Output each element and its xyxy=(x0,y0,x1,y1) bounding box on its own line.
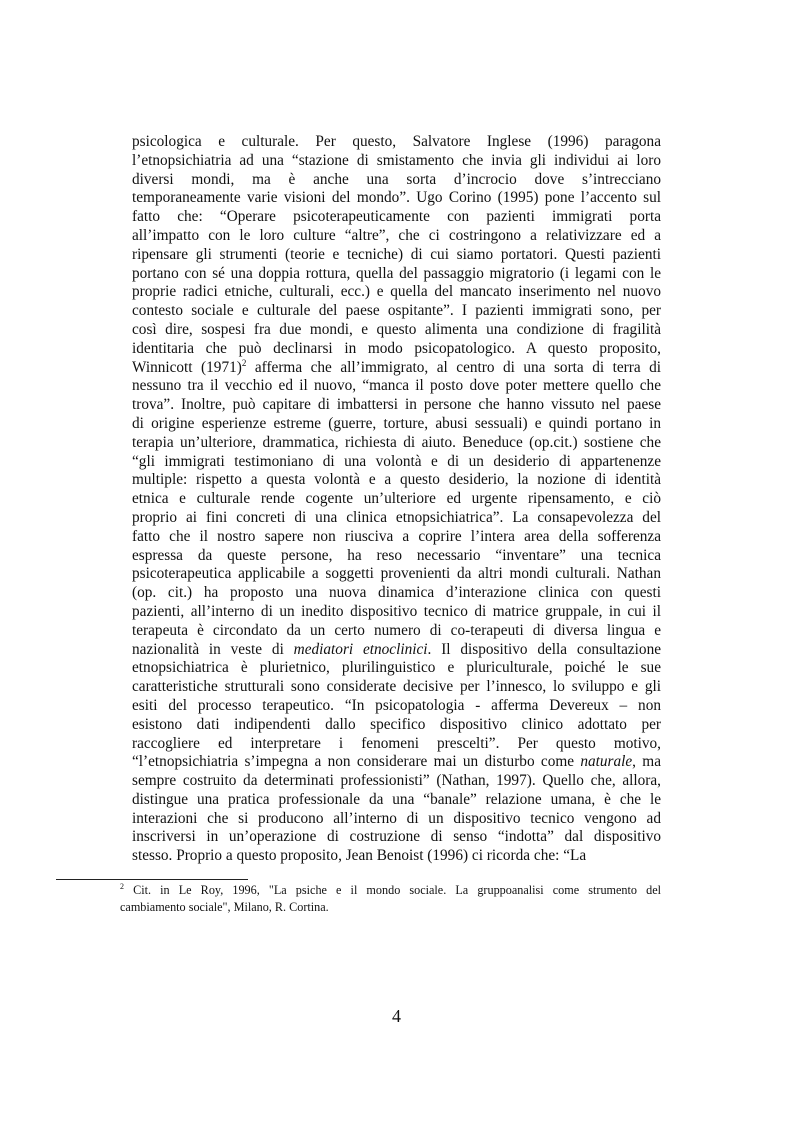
text-segment: Winnicott (1971) xyxy=(132,358,242,376)
text-line xyxy=(132,377,661,396)
text-line xyxy=(132,828,661,847)
text-line xyxy=(132,772,661,791)
text-segment: all’impatto con le loro culture “altre”, che ci costringono a relativizzare ed a xyxy=(132,226,661,244)
text-line xyxy=(132,735,661,754)
text-line xyxy=(132,716,661,735)
footnote-mark: 2 xyxy=(120,882,124,891)
footnote xyxy=(120,882,661,916)
text-segment: trova”. Inoltre, può capitare di imbattersi in persone che hanno vissuto nel paese xyxy=(132,396,661,414)
text-line xyxy=(132,321,661,340)
text-line xyxy=(132,246,661,265)
page-number: 4 xyxy=(392,1006,401,1026)
text-line xyxy=(132,152,661,171)
text-segment: proprie radici etniche, culturali, ecc.) e quella del mancato inserimento nel nuovo xyxy=(132,283,661,301)
text-segment: terapeuta è circondato da un certo numero di co-terapeuti di diversa lingua e xyxy=(132,621,661,639)
text-line xyxy=(132,528,661,547)
text-segment: caratteristiche strutturali sono considerate decisive per l’innesco, lo sviluppo e gli xyxy=(132,678,661,696)
text-segment: contesto sociale e culturale del paese ospitante”. I pazienti immigrati sono, per xyxy=(132,302,661,320)
text-line xyxy=(132,641,661,660)
text-segment: stesso. Proprio a questo proposito, Jean Benoist (1996) ci ricorda che: “La xyxy=(132,847,587,865)
text-line xyxy=(132,415,661,434)
text-line xyxy=(132,678,661,697)
text-line xyxy=(132,509,661,528)
italic-term: mediatori etnoclinici xyxy=(293,640,428,658)
text-line xyxy=(132,340,661,359)
text-segment: portano con sé una doppia rottura, quella del passaggio migratorio (i legami con le xyxy=(132,264,661,282)
text-segment: esiti del processo terapeutico. “In psicopatologia - afferma Devereux – non xyxy=(132,696,661,714)
text-line xyxy=(132,227,661,246)
text-segment: etnopsichiatrica è plurietnico, plurilinguistico e pluriculturale, poiché le sue xyxy=(132,659,661,677)
text-segment: psicoterapeutica applicabile a soggetti provenienti da altri mondi culturali. Nathan xyxy=(132,565,661,583)
text-line xyxy=(132,359,661,378)
text-segment: diversi mondi, ma è anche una sorta d’incrocio dove s’intrecciano xyxy=(132,170,661,188)
text-segment: espressa da queste persone, ha reso necessario “inventare” una tecnica xyxy=(132,546,661,564)
text-line xyxy=(132,171,661,190)
text-segment: multiple: rispetto a questa volontà e a questo desiderio, la nozione di identità xyxy=(132,471,661,489)
text-line xyxy=(132,697,661,716)
text-segment: distingue una pratica professionale da una “banale” relazione umana, è che le xyxy=(132,790,661,808)
text-segment: fatto che il nostro sapere non riusciva a coprire l’intera area della sofferenza xyxy=(132,527,661,545)
text-segment: “gli immigrati testimoniano di una volontà e di un desiderio di appartenenze xyxy=(132,452,661,470)
text-line xyxy=(132,753,661,772)
text-segment: pazienti, all’interno di un inedito dispositivo tecnico di matrice gruppale, in cui il xyxy=(132,602,661,620)
text-segment: etnica e culturale rende cogente un’ulteriore ed urgente ripensamento, e ciò xyxy=(132,490,661,508)
footnote-text: cambiamento sociale", Milano, R. Cortina. xyxy=(120,900,329,914)
text-line xyxy=(132,302,661,321)
text-line xyxy=(132,283,661,302)
text-segment: nazionalità in veste di xyxy=(132,640,294,658)
text-segment: . Il dispositivo della consultazione xyxy=(427,640,661,658)
text-segment: identitaria che può declinarsi in modo psicopatologico. A questo proposito, xyxy=(132,339,661,357)
text-line xyxy=(132,490,661,509)
text-segment: , ma xyxy=(632,753,661,771)
text-line xyxy=(132,603,661,622)
text-segment: proprio ai fini concreti di una clinica etnopsichiatrica”. La consapevolezza del xyxy=(132,508,661,526)
footnote-line xyxy=(120,899,661,916)
footnote-reference: 2 xyxy=(241,358,247,368)
text-segment: terapia un’ulteriore, drammatica, richiesta di aiuto. Beneduce (op.cit.) sostiene che xyxy=(132,433,661,451)
text-segment: afferma che all’immigrato, al centro di una sorta di terra di xyxy=(246,358,661,376)
text-segment: “l’etnopsichiatria s’impegna a non considerare mai un disturbo come xyxy=(132,753,581,771)
body-text xyxy=(132,133,661,866)
text-segment: ripensare gli strumenti (teorie e tecniche) di cui siamo portatori. Questi pazienti xyxy=(132,245,661,263)
text-line xyxy=(132,453,661,472)
text-segment: interazioni che si producono all’interno di un dispositivo tecnico vengono ad xyxy=(132,809,661,827)
text-line xyxy=(132,471,661,490)
text-line xyxy=(132,659,661,678)
text-line xyxy=(132,265,661,284)
text-line xyxy=(132,547,661,566)
footnote-separator xyxy=(56,879,248,880)
text-line xyxy=(132,791,661,810)
footnote-text: Cit. in Le Roy, 1996, "La psiche e il mondo sociale. La gruppoanalisi come strumento del xyxy=(124,883,661,897)
text-line xyxy=(132,396,661,415)
text-line xyxy=(132,434,661,453)
text-segment: (op. cit.) ha proposto una nuova dinamica d’interazione clinica con questi xyxy=(132,584,661,602)
text-segment: sempre costruito da determinati professionisti” (Nathan, 1997). Quello che, allora, xyxy=(132,772,661,790)
text-segment: temporaneamente varie visioni del mondo”. Ugo Corino (1995) pone l’accento sul xyxy=(132,189,661,207)
text-segment: nessuno tra il vecchio ed il nuovo, “manca il posto dove poter mettere quello che xyxy=(132,377,661,395)
text-line xyxy=(132,622,661,641)
text-line xyxy=(132,189,661,208)
text-line xyxy=(132,810,661,829)
text-segment: così dire, sospesi fra due mondi, e questo alimenta una condizione di fragilità xyxy=(132,320,661,338)
italic-term: naturale xyxy=(580,753,633,771)
text-segment: raccogliere ed interpretare i fenomeni prescelti”. Per questo motivo, xyxy=(132,734,661,752)
text-segment: psicologica e culturale. Per questo, Salvatore Inglese (1996) paragona xyxy=(132,133,661,150)
text-line xyxy=(132,584,661,603)
text-segment: esistono dati indipendenti dallo specifico dispositivo clinico adottato per xyxy=(132,715,661,733)
footnote-line xyxy=(120,882,661,899)
text-line xyxy=(132,208,661,227)
text-segment: fatto che: “Operare psicoterapeuticamente con pazienti immigrati porta xyxy=(132,208,661,226)
text-segment: inscriversi in un’operazione di costruzione di senso “indotta” dal dispositivo xyxy=(132,828,661,846)
text-line xyxy=(132,133,661,152)
text-segment: l’etnopsichiatria ad una “stazione di smistamento che invia gli individui ai loro xyxy=(132,151,661,169)
text-line xyxy=(132,565,661,584)
text-line xyxy=(132,847,661,866)
text-segment: di origine esperienze estreme (guerre, torture, abusi sessuali) e quindi portano in xyxy=(132,414,661,432)
